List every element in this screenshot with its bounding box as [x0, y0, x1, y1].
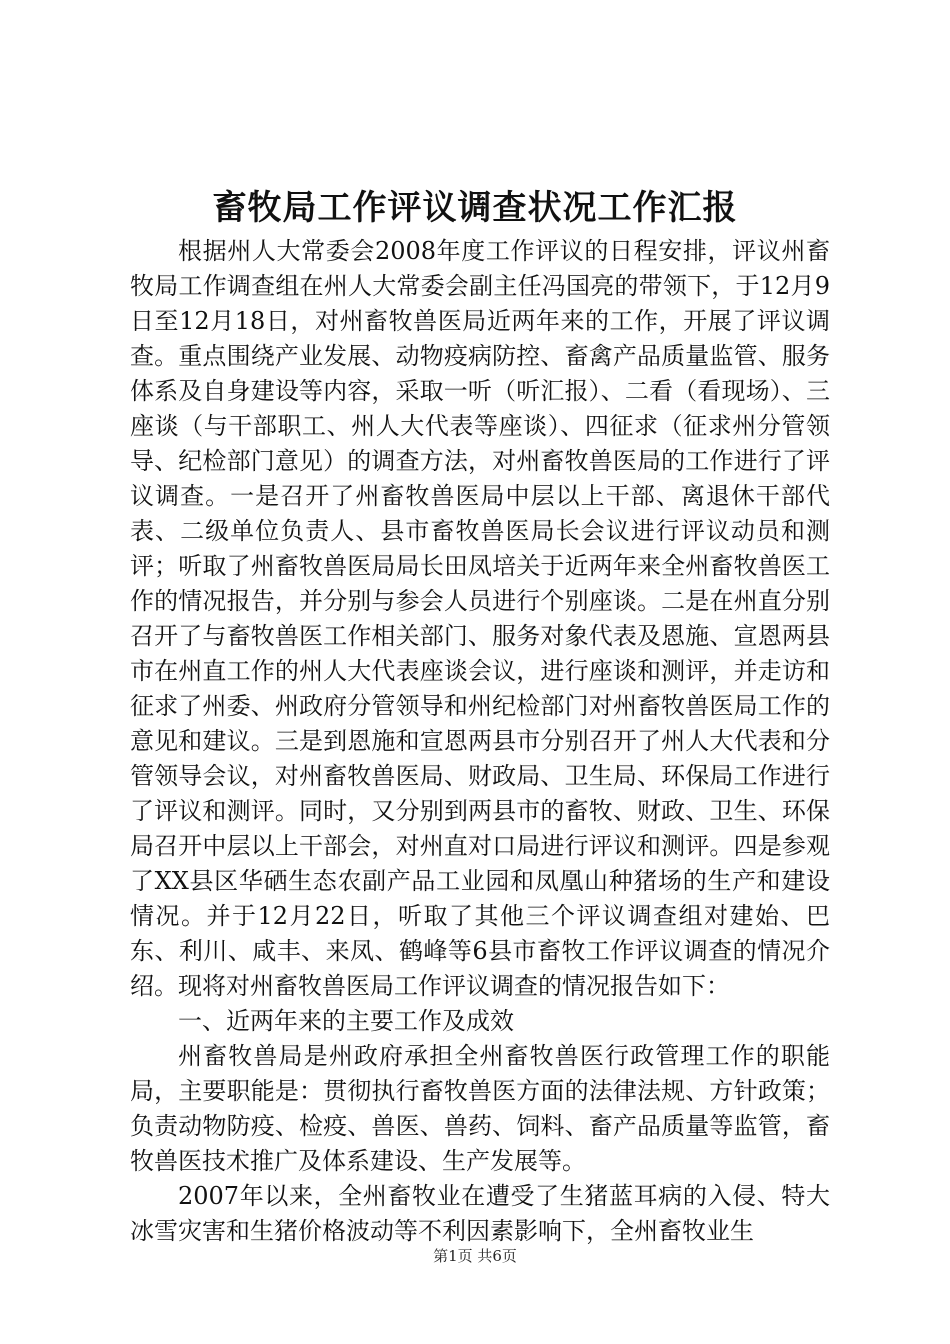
paragraph-achievements: 2007年以来，全州畜牧业在遭受了生猪蓝耳病的入侵、特大冰雪灾害和生猪价格波动等不利因素影响下，全州畜牧业生 — [130, 1182, 830, 1245]
paragraph-intro: 根据州人大常委会2008年度工作评议的日程安排，评议州畜牧局工作调查组在州人大常委会副主任冯国亮的带领下，于12月9日至12月18日，对州畜牧兽医局近两年来的工作，开展了评议调查。重点围绕产业发展、动物疫病防控、畜禽产品质量监管、服务体系及自身建设等内容，采取一听（听汇报）、二看（看现场）、三座谈（与干部职工、州人大代表等座谈）、四征求（征求州分管领导、纪检部门意见）的调查方法，对州畜牧兽医局的工作进行了评议调查。一是召开了州畜牧兽医局中层以上干部、离退休干部代表、二级单位负责人、县市畜牧兽医局长会议进行评议动员和测评；听取了州畜牧兽医局局长田凤培关于近两年来全州畜牧兽医工作的情况报告，并分别与参会人员进行个别座谈。二是在州直分别召开了与畜牧兽医工作相关部门、服务对象代表及恩施、宣恩两县市在州直工作的州人大代表座谈会议，进行座谈和测评，并走访和征求了州委、州政府分管领导和州纪检部门对州畜牧兽医局工作的意见和建议。三是到恩施和宣恩两县市分别召开了州人大代表和分管领导会议，对州畜牧兽医局、财政局、卫生局、环保局工作进行了评议和测评。同时，又分别到两县市的畜牧、财政、卫生、环保局召开中层以上干部会，对州直对口局进行评议和测评。四是参观了XX县区华硒生态农副产品工业园和凤凰山种猪场的生产和建设情况。并于12月22日，听取了其他三个评议调查组对建始、巴东、利川、咸丰、来凤、鹤峰等6县市畜牧工作评议调查的情况介绍。现将对州畜牧兽医局工作评议调查的情况报告如下： — [130, 237, 830, 1000]
document-title: 畜牧局工作评议调查状况工作汇报 — [212, 188, 738, 228]
section-heading: 一、近两年来的主要工作及成效 — [178, 1007, 514, 1035]
page-footer: 第1页 共6页 — [433, 1247, 517, 1265]
document-body — [130, 234, 830, 1249]
paragraph-functions: 州畜牧兽局是州政府承担全州畜牧兽医行政管理工作的职能局，主要职能是：贯彻执行畜牧兽医方面的法律法规、方针政策；负责动物防疫、检疫、兽医、兽药、饲料、畜产品质量等监管，畜牧兽医技术推广及体系建设、生产发展等。 — [130, 1042, 830, 1175]
